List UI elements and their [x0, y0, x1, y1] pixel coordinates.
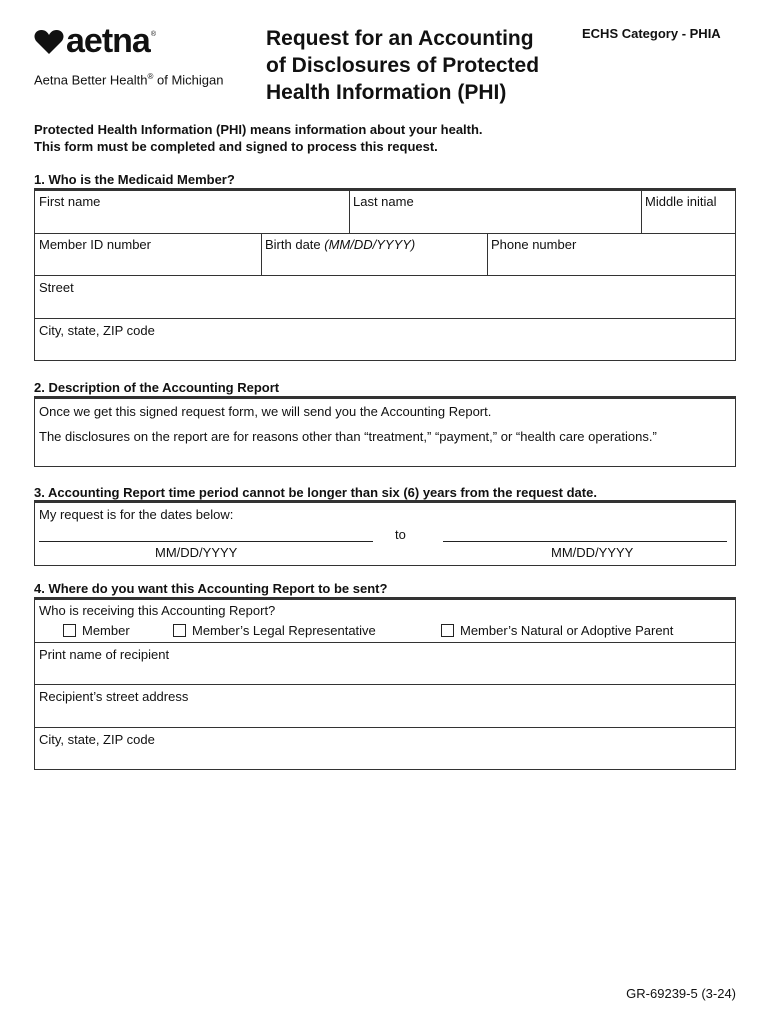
section-1-heading: 1. Who is the Medicaid Member?	[34, 172, 235, 187]
member-info-box	[34, 188, 736, 361]
parent-checkbox[interactable]	[441, 624, 454, 637]
logo-text: aetna	[66, 22, 150, 60]
heart-icon	[34, 29, 64, 55]
middle-initial-field[interactable]: Middle initial	[645, 194, 717, 209]
time-period-box	[34, 500, 736, 566]
to-date-line[interactable]	[443, 541, 727, 542]
title-line-3: Health Information (PHI)	[266, 81, 507, 104]
birth-date-field[interactable]	[265, 237, 415, 252]
subbrand-name: Aetna Better Health	[34, 72, 148, 88]
phone-number-field[interactable]: Phone number	[491, 237, 577, 252]
option-legal-representative[interactable]	[173, 623, 376, 638]
section-4-heading: 4. Where do you want this Accounting Report to be sent?	[34, 581, 388, 596]
page-title	[266, 25, 571, 106]
category-label: ECHS Category - PHIA	[582, 26, 721, 41]
from-date-format: MM/DD/YYYY	[155, 545, 238, 560]
option-parent-label: Member’s Natural or Adoptive Parent	[460, 623, 674, 638]
intro-line-1: Protected Health Information (PHI) means information about your health.	[34, 122, 483, 137]
option-parent[interactable]	[441, 623, 673, 638]
logo-trademark: ®	[150, 31, 155, 38]
street-field[interactable]: Street	[39, 280, 74, 295]
time-period-intro: My request is for the dates below:	[39, 507, 234, 522]
aetna-logo	[34, 22, 155, 61]
birth-date-label: Birth date	[265, 237, 325, 252]
option-member-label: Member	[82, 623, 130, 638]
to-date-format: MM/DD/YYYY	[551, 545, 634, 560]
last-name-field[interactable]: Last name	[353, 194, 414, 209]
recipient-box	[34, 597, 736, 770]
option-legal-representative-label: Member’s Legal Representative	[192, 623, 376, 638]
to-label: to	[395, 527, 406, 542]
city-state-zip-field[interactable]: City, state, ZIP code	[39, 323, 155, 338]
legal-representative-checkbox[interactable]	[173, 624, 186, 637]
section-3-heading: 3. Accounting Report time period cannot be longer than six (6) years from the request date.	[34, 485, 597, 500]
option-member[interactable]	[63, 623, 130, 638]
subbrand-state: of Michigan	[153, 72, 224, 88]
title-line-1: Request for an Accounting	[266, 27, 534, 50]
intro-text	[34, 121, 734, 155]
subbrand	[34, 72, 223, 87]
intro-line-2: This form must be completed and signed to process this request.	[34, 139, 438, 154]
section-2-heading: 2. Description of the Accounting Report	[34, 380, 280, 395]
recipient-question: Who is receiving this Accounting Report?	[39, 603, 276, 618]
from-date-line[interactable]	[39, 541, 373, 542]
first-name-field[interactable]: First name	[39, 194, 101, 209]
member-id-field[interactable]: Member ID number	[39, 237, 151, 252]
recipient-city-state-zip-field[interactable]: City, state, ZIP code	[39, 732, 155, 747]
description-para-1: Once we get this signed request form, we will send you the Accounting Report.	[39, 404, 492, 419]
recipient-name-field[interactable]: Print name of recipient	[39, 647, 170, 662]
recipient-street-field[interactable]: Recipient’s street address	[39, 689, 189, 704]
member-checkbox[interactable]	[63, 624, 76, 637]
title-line-2: of Disclosures of Protected	[266, 54, 540, 77]
description-box	[34, 396, 736, 467]
description-para-2: The disclosures on the report are for reasons other than “treatment,” “payment,” or “health care operations.”	[39, 429, 657, 444]
form-id: GR-69239-5 (3-24)	[626, 986, 736, 1001]
subbrand-reg: ®	[147, 72, 154, 81]
birth-date-format: (MM/DD/YYYY)	[324, 237, 416, 252]
